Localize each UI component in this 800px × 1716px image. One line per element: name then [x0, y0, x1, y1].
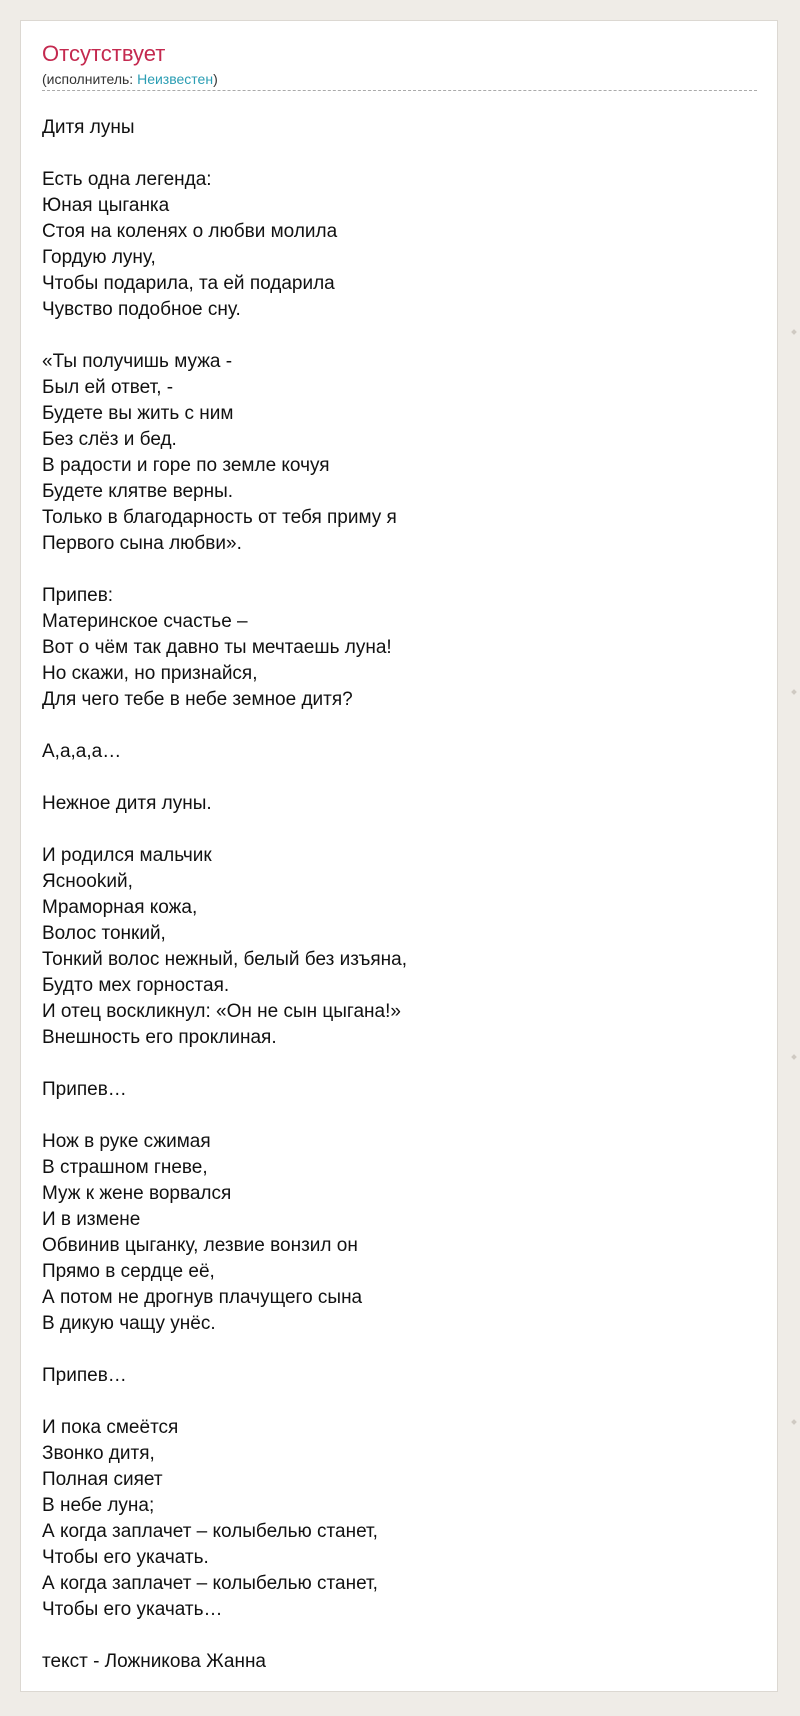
page-edge-mark — [791, 1054, 797, 1060]
song-title: Отсутствует — [42, 41, 166, 66]
page-edge-mark — [791, 329, 797, 335]
page-edge-mark — [791, 689, 797, 695]
page-edge-mark — [791, 1419, 797, 1425]
artist-prefix: (исполнитель: — [42, 71, 138, 87]
lyrics-text: Дитя луны Есть одна легенда: Юная цыганка Стоя на коленях о любви молила Гордую луну, Чтобы подарила, та ей подарила Чувство подобное сну. «Ты получишь мужа - Был ей ответ, - Будете вы жить с ним Без слёз и бед. В радости и горе по земле кочуя Будете клятве верны. Только в благодарность от тебя приму я Первого сына любви». Припев: Материнское счастье – Вот о чём так давно ты мечтаешь луна! Но скажи, но признайся, Для чего тебе в небе земное дитя? А,а,а,а… Нежное дитя луны. И родился мальчик Яснookий, Мраморная кожа, Волос тонкий, Тонкий волос нежный, белый без изъяна, Будто мех горностая. И отец воскликнул: «Он не сын цыгана!» Внешность его проклиная. Припев… Нож в руке сжимая В страшном гневе, Муж к жене ворвался И в измене Обвинив цыганку, лезвие вонзил он Прямо в сердце её, А потом не дрогнув плачущего сына В дикую чащу унёс. Припев… И пока смеётся Звонко дитя, Полная сияет В небе луна; А когда заплачет – колыбелью станет, Чтобы его укачать. А когда заплачет – колыбелью станет, Чтобы его укачать… текст - Ложникова Жанна — [42, 117, 408, 1672]
artist-line — [42, 70, 757, 91]
artist-suffix: ) — [213, 71, 218, 87]
lyrics-card — [20, 20, 778, 1692]
song-header — [42, 41, 757, 91]
artist-link[interactable]: Неизвестен — [137, 71, 214, 87]
